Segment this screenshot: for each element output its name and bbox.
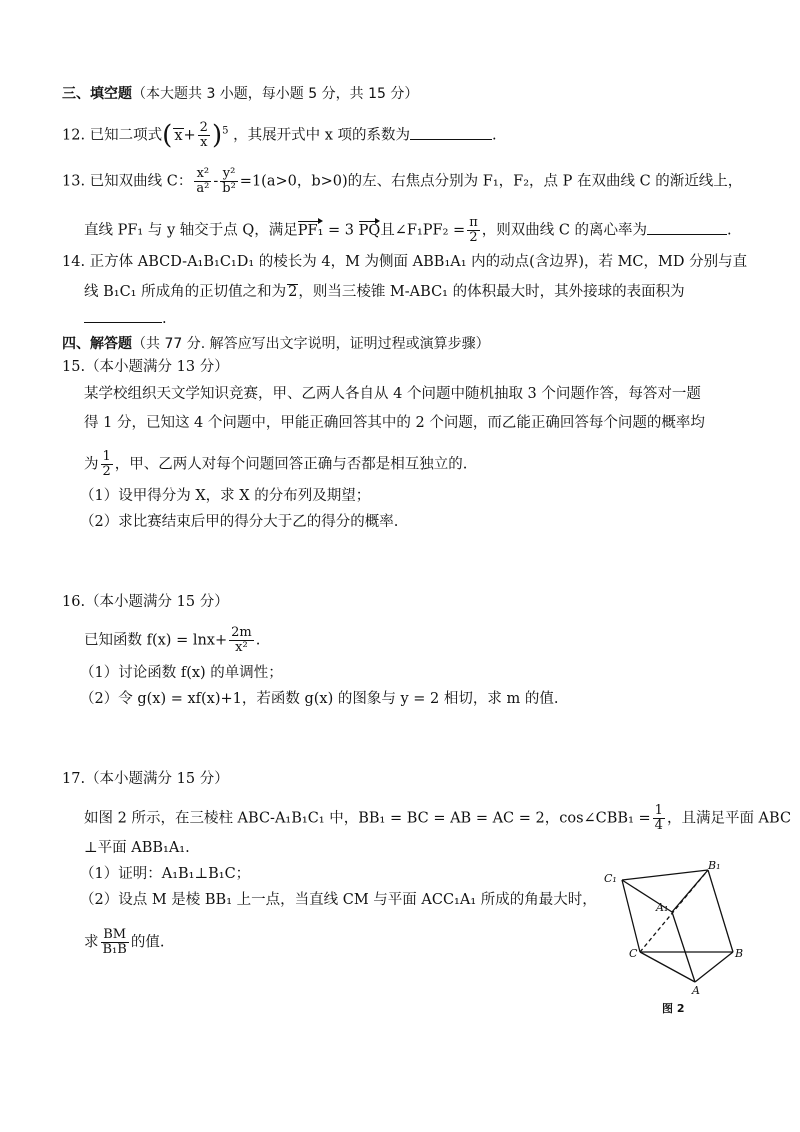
question-14-line-2: 线 B₁C₁ 所成角的正切值之和为 2，则当三棱锥 M-ABC₁ 的体积最大时，其外接球的表面积为 [84,284,685,300]
q14-sqrt-2: 2 [288,284,298,300]
q14-number: 14. [62,254,86,270]
q12-answer-blank [410,125,492,140]
question-15-part-1: （1）设甲得分为 X，求 X 的分布列及期望； [80,488,371,504]
question-14-line-3: . [84,308,167,329]
label-a: A [692,984,700,997]
q13-fraction-y: $\frac{\text{y²}}{\text{b²}}$ [222,166,236,196]
question-15-part-2: （2）求比赛结束后甲的得分大于乙的得分的概率. [80,514,399,530]
q15-number: 15. [62,359,86,375]
question-12: 12. 已知二项式( x+ $\frac{2}{x}$ )$^5$ ，其展开式中 x 项的系数为 . [62,120,497,151]
question-17-part-2-cont: 求 $\frac{BM}{\text{B₁B}}$ 的值. [84,927,165,957]
question-17-header [62,769,229,789]
q12-text-after: ，其展开式中 x 项的系数为 [233,127,410,144]
question-17-part-1: （1）证明：A₁B₁⊥B₁C； [80,866,251,882]
section-4-header [62,334,490,354]
q15-score: （本小题满分 13 分） [85,359,229,375]
edge-c1-c [622,880,640,952]
question-17-line-1: 如图 2 所示，在三棱柱 ABC-A₁B₁C₁ 中，BB₁ = BC = AB = AC = 2，cos∠CBB₁ = $\frac{1}{4}$ ，且满足平面 ABC [84,803,792,833]
question-14-line-1: 14. 正方体 ABCD-A₁B₁C₁D₁ 的棱长为 4，M 为侧面 ABB₁A₁ 内的动点(含边界)，若 MC，MD 分别与直 [62,254,748,270]
label-c: C [629,947,638,960]
section-4-note: （共 77 分. 解答应写出文字说明，证明过程或演算步骤） [132,336,490,352]
q16-score: （本小题满分 15 分） [85,594,229,610]
question-15-line-2: 得 1 分，已知这 4 个问题中，甲能正确回答其中的 2 个问题，而乙能正确回答每个问题的概率均 [84,415,705,431]
q13-answer-blank [647,220,727,235]
label-a1: A₁ [656,901,669,914]
question-13-line-1: 13. 已知双曲线 C： $\frac{\text{x²}}{\text{a²}}$ - $\frac{\text{y²}}{\text{b²}}$ =1(a>0，b>0)的左、右焦点分别为 F₁，F₂，点 P 在双曲线 C 的渐近线上， [62,166,743,196]
q13-fraction-x: $\frac{\text{x²}}{\text{a²}}$ [196,166,210,196]
q16-fraction: $\frac{2m}{\text{x²}}$ [231,625,252,655]
section-3-note: （本大题共 3 小题，每小题 5 分，共 15 分） [132,86,419,102]
question-13-line-2: 直线 PF₁ 与 y 轴交于点 Q，满足PF₁ = 3 PQ且∠F₁PF₂ = $\frac{\pi}{2}$ ，则双曲线 C 的离心率为 . [84,215,732,245]
q13-fraction-pi: $\frac{\pi}{2}$ [469,215,478,245]
q14-answer-blank [84,308,162,323]
section-3-title: 三、填空题 [62,86,132,102]
label-b: B [735,947,744,960]
section-3-header [62,84,418,104]
q12-exponent: 5 [222,125,229,137]
q17-score: （本小题满分 15 分） [85,771,229,787]
q12-number: 12. [62,127,86,144]
q17-fraction-quarter: $\frac{1}{4}$ [654,803,663,833]
figure-caption: 图 2 [662,1002,685,1015]
q13-vector-pf1: PF₁ [297,222,324,239]
question-15-header [62,357,229,377]
q15-fraction-half: $\frac{1}{2}$ [102,449,111,479]
figure-2-prism [600,860,770,1020]
question-16-part-2: （2）令 g(x) = xf(x)+1，若函数 g(x) 的图象与 y = 2 相切，求 m 的值. [80,691,559,707]
label-c1: C₁ [604,872,617,885]
section-4-title: 四、解答题 [62,336,132,352]
edge-c1-b1 [622,870,708,880]
question-15-line-3: 为 $\frac{1}{2}$ ，甲、乙两人对每个问题回答正确与否都是相互独立的. [84,449,468,479]
q12-fraction: $\frac{2}{x}$ [199,120,208,150]
question-15-line-1: 某学校组织天文学知识竞赛，甲、乙两人各自从 4 个问题中随机抽取 3 个问题作答，每答对一题 [84,386,701,402]
q17-fraction-bm: $\frac{BM}{\text{B₁B}}$ [102,927,127,957]
q13-vector-pq: PQ [358,222,381,239]
question-16-header [62,592,229,612]
q12-close-paren: ) [211,120,223,151]
q12-text-before: 已知二项式 [89,127,163,144]
question-16-part-1: （1）讨论函数 f(x) 的单调性； [80,665,283,681]
question-16-line-1: 已知函数 f(x) = lnx+ $\frac{2m}{\text{x²}}$ . [84,625,261,655]
q16-number: 16. [62,594,86,610]
edge-b1-b [708,870,733,952]
q12-sqrt-x: x [174,127,183,144]
label-b1: B₁ [708,860,721,872]
question-17-part-2: （2）设点 M 是棱 BB₁ 上一点，当直线 CM 与平面 ACC₁A₁ 所成的角最大时， [80,892,597,908]
edge-a-b [695,952,733,982]
q12-open-paren: ( [162,120,173,151]
question-17-line-2: ⊥平面 ABB₁A₁. [84,840,190,856]
q13-number: 13. [62,173,86,190]
q17-number: 17. [62,771,86,787]
